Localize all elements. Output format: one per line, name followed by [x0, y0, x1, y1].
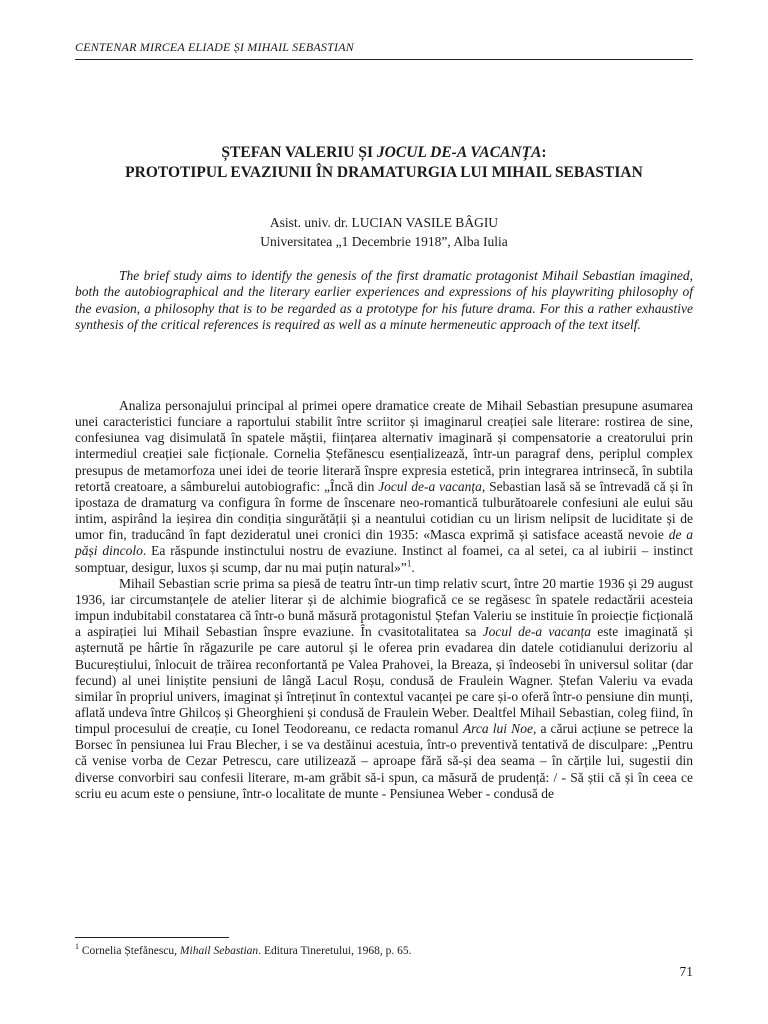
- p1-text-b: , Sebastian lasă să se întrevadă că și în ipostaza de dramaturg va configura în forme de înscenare neo-romantică tulburătoarele confesiuni ale eului său intim, aspirând la ieșirea din condiția singurătății și a neantului cotidian cu un lirism nelipsit de luciditate și de umor fin, traducând în fapt dezideratul unei cronici din 1935: «Masca exprimă și satisface această nevoie: [75, 478, 693, 543]
- footnote-ref[interactable]: 1: [406, 558, 412, 569]
- footnote: [75, 940, 693, 958]
- title-part-1: ȘTEFAN VALERIU ȘI: [221, 144, 377, 161]
- author-affiliation: Universitatea „1 Decembrie 1918”, Alba Iulia: [260, 234, 508, 249]
- article-title: [75, 143, 693, 183]
- footnote-marker: 1: [75, 942, 79, 951]
- article-body: [75, 398, 693, 802]
- author-block: [75, 213, 693, 251]
- p1-play-title: Jocul de-a vacanța: [378, 478, 482, 494]
- p2-text-b: este imaginată și așternută pe hârtie în răgazurile pe care autorul și le oferea prin evadarea din datele cotidianului derizoriu al Bucureștiului, înlocuit de trăirea reconfortantă pe Valea Prahovei, la Breaza, și îndeosebi în universul solitar (dar fecund) al unei liniștite pensiuni de lângă Lacul Roșu, condusă de Fraulein Wagner. Ștefan Valeriu va evada similar în propriul univers, imaginat și întreținut în contextul vacanței pe care și-o oferă într-o pensiune din munți, aflată undeva între Ghilcoș și Gheorghieni și condusă de Fraulein Weber. Dealtfel Mihail Sebastian, coleg fiind, în timpul procesului de creație, cu Ionel Teodoreanu, ce redacta romanul: [75, 624, 693, 737]
- body-paragraph-2: [75, 576, 693, 802]
- footnote-divider: [75, 937, 229, 938]
- p2-text-c: , a cărui acțiune se petrece la Borsec în pensiunea lui Frau Blecher, i se va destăinui acestuia, într-o preventivă tentativă de disculpare: „Pentru că venise vorba de Cezar Petrescu, care utilizează – aproape fără să-și dea seama – în cărțile lui, sugestii din diverse convorbiri sau confesii literare, m-am grăbit să-i spun, ca măsură de prudență: / - Să știi că și în ceea ce scriu eu acum este o pensiune, într-o localitate de munte - Pensiunea Weber - condusă de: [75, 721, 693, 801]
- p2-text-a: Mihail Sebastian scrie prima sa piesă de teatru într-un timp relativ scurt, între 20 martie 1936 și 29 august 1936, iar circumstanțele de atelier literar și de alchimie biografică ce se regăsesc în spatele redactării acesteia impun indubitabil constatarea că într-o bună măsură protagonistul Ștefan Valeriu se instituie în proiecție ficțională a aspirației lui Mihail Sebastian înspre evaziune. În cvasitotalitatea sa: [75, 575, 693, 640]
- page-number: 71: [679, 964, 693, 979]
- p1-text-c: . Ea răspunde instinctului nostru de evaziune. Instinct al foamei, ca al setei, ca al iubirii – instinct somptuar, desigur, luxos și scump, dar nu mai puțin natural»”: [75, 543, 694, 575]
- footnote-text-a: Cornelia Ștefănescu,: [79, 944, 180, 957]
- author-name: Asist. univ. dr. LUCIAN VASILE BÂGIU: [269, 215, 499, 230]
- p1-text-end: .: [411, 559, 415, 575]
- title-line-1: [75, 143, 693, 163]
- p2-play-title: Jocul de-a vacanța: [482, 624, 592, 640]
- title-play-name: JOCUL DE-A VACANȚA: [376, 144, 542, 161]
- abstract: The brief study aims to identify the genesis of the first dramatic protagonist Mihail Sebastian imagined, both the autobiographical and the literary earlier experiences and expressions of his playwriting philosophy of the evasion, a philosophy that is to be regarded as a prototype for his future drama. For this a rather exhaustive synthesis of the critical references is required as well as a minute hermeneutic approach of the text itself.: [75, 268, 693, 332]
- footnote-text-b: . Editura Tineretului, 1968, p. 65.: [258, 944, 412, 957]
- p1-quote-italic: de a păși dincolo: [75, 527, 693, 559]
- p2-novel-title: Arca lui Noe: [462, 721, 533, 737]
- running-head: CENTENAR MIRCEA ELIADE ȘI MIHAIL SEBASTIAN: [75, 40, 693, 60]
- body-paragraph-1: [75, 398, 693, 576]
- footnote-book-title: Mihail Sebastian: [179, 944, 259, 957]
- title-part-3: :: [541, 144, 547, 161]
- title-line-2: PROTOTIPUL EVAZIUNII ÎN DRAMATURGIA LUI MIHAIL SEBASTIAN: [125, 164, 643, 181]
- p1-text-a: Analiza personajului principal al primei opere dramatice create de Mihail Sebastian presupune asumarea unei caracteristici funciare a raportului stabilit între scriitor și imaginarul creației sale literare: rostirea de sine, confesiunea vag disimulată în spatele măștii, ființarea alternativ imaginară și compensatorie a creatorului prin intermediul creației sale ficționale. Cornelia Ștefănescu esențializează, într-un paragraf dens, periplul complex presupus de metamorfoza unei idei de teorie literară înspre expresia estetică, prin integrarea intrinsecă, în subtila retortă creatoare, a sâmburelui autobiografic: „Încă din: [75, 398, 693, 494]
